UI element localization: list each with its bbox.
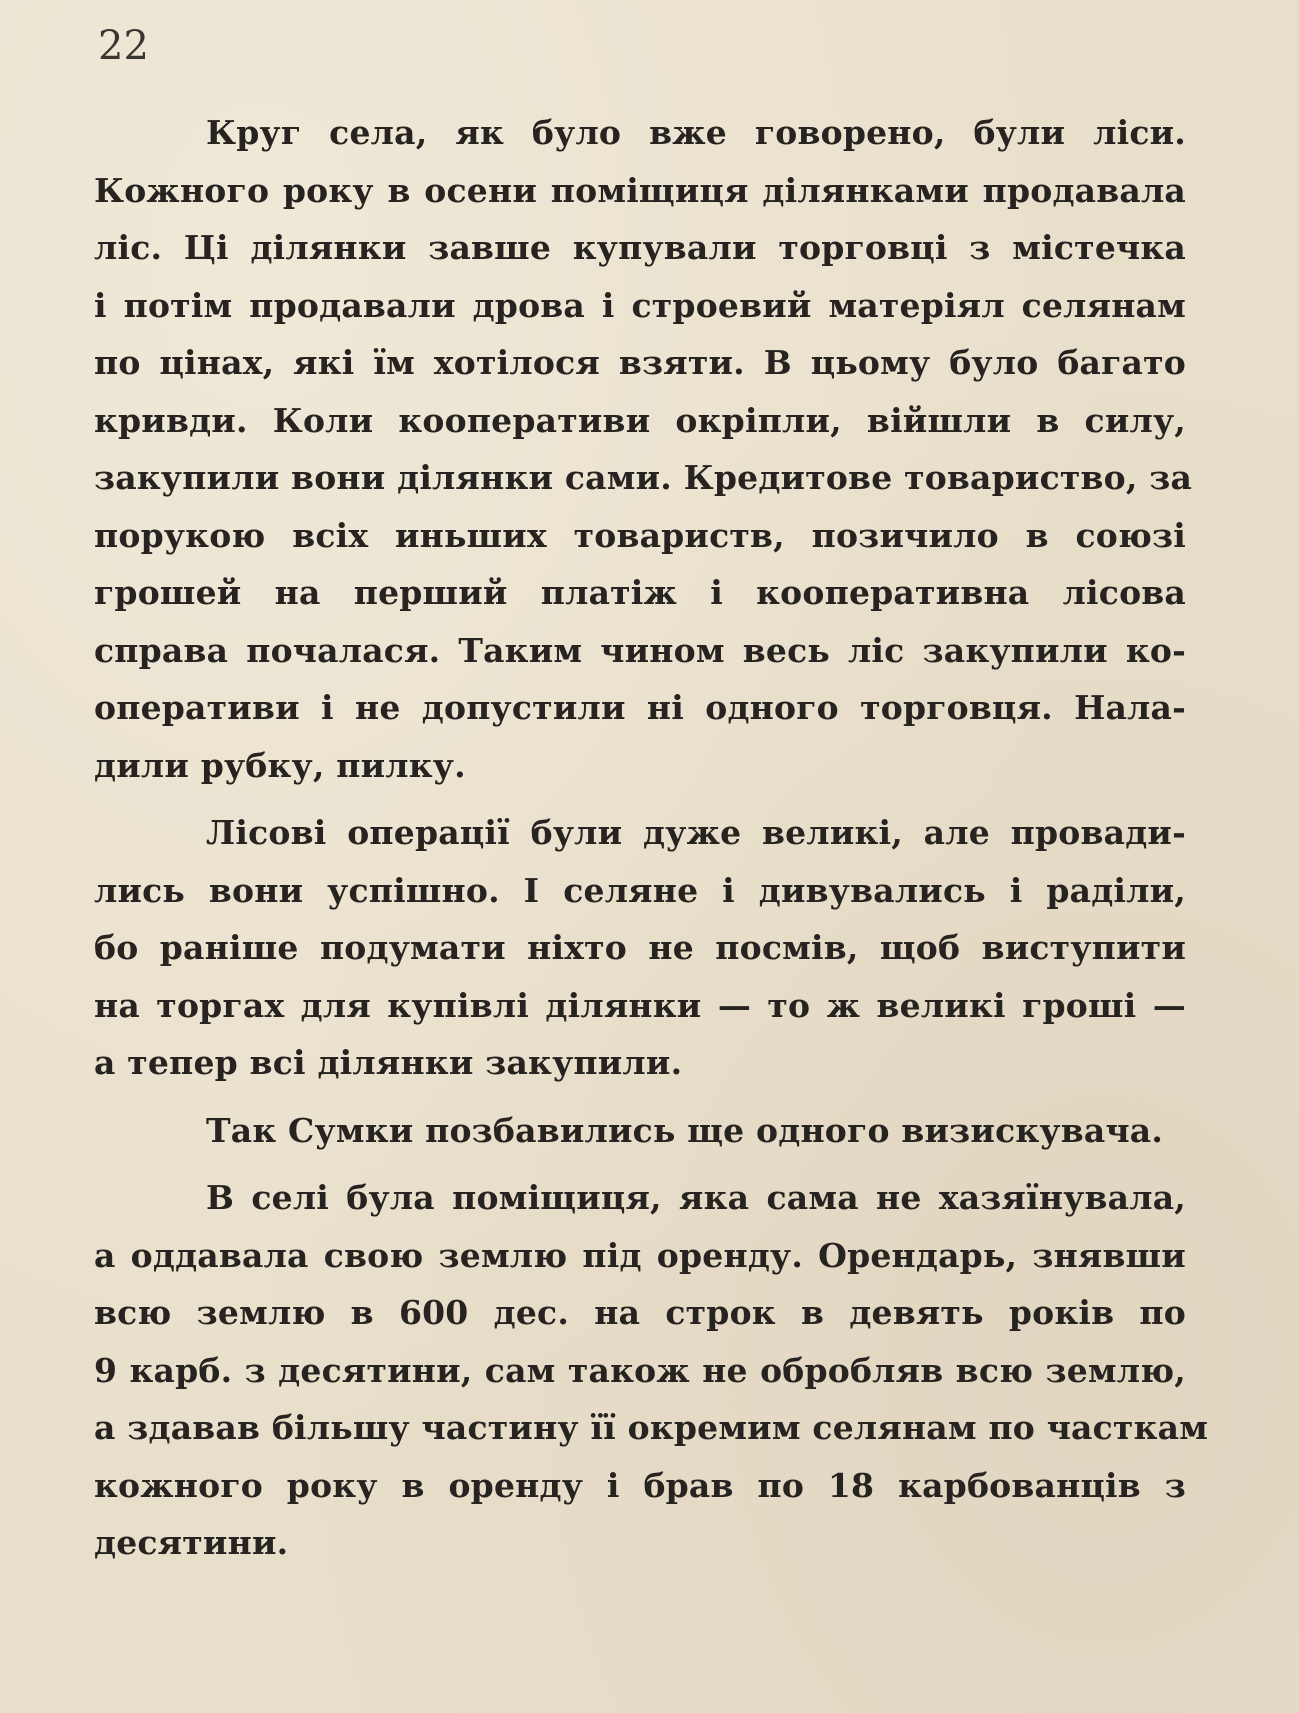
text-line: а тепер всі ділянки закупили. (94, 1043, 683, 1082)
text-line: 9 карб. з десятини, сам також не обробляв всю землю, (94, 1350, 1186, 1390)
text-line: Так Сумки позбавились ще одного визискувача. (206, 1110, 1164, 1150)
text-line: оперативи і не допустили ні одного торговця. Нала- (94, 688, 1186, 727)
text-line: порукою всіх иньших товариств, позичило в союзі (94, 515, 1186, 555)
text-line: по цінах, які їм хотілося взяти. В цьому було багато (94, 343, 1186, 382)
text-line: Лісові операції були дуже великі, але провади- (206, 813, 1186, 852)
text-line: Круг села, як було вже говорено, були ліси. (206, 113, 1186, 152)
text-line: всю землю в 600 дес. на строк в девять років по (94, 1293, 1186, 1332)
text-line: лись вони успішно. І селяне і дивувались і раділи, (94, 870, 1186, 910)
text-line: ліс. Ці ділянки завше купували торговці з містечка (94, 228, 1186, 267)
text-line: десятини. (94, 1523, 289, 1562)
text-line: бо раніше подумати ніхто не посмів, щоб виступити (94, 928, 1186, 967)
text-line: а здавав більшу частину її окремим селянам по часткам (94, 1408, 1209, 1447)
page-number: 22 (98, 23, 149, 69)
text-line: справа почалася. Таким чином весь ліс закупили ко- (94, 630, 1186, 670)
text-line: кривди. Коли кооперативи окріпли, війшли в силу, (94, 400, 1186, 440)
text-line: і потім продавали дрова і строевий матеріял селянам (94, 285, 1186, 325)
text-line: дили рубку, пилку. (94, 745, 466, 785)
paragraph (94, 1169, 1209, 1572)
body-text (94, 104, 1209, 1572)
text-line: кожного року в оренду і брав по 18 карбованців з (94, 1465, 1186, 1505)
text-line: Кожного року в осени поміщиця ділянками продавала (94, 170, 1186, 210)
paragraph (94, 1102, 1186, 1160)
text-line: закупили вони ділянки сами. Кредитове товариство, за (94, 458, 1193, 497)
paragraph (94, 104, 1193, 794)
text-line: В селі була поміщиця, яка сама не хазяїнувала, (206, 1178, 1186, 1217)
paragraph (94, 804, 1186, 1092)
text-line: а оддавала свою землю під оренду. Орендарь, знявши (94, 1235, 1186, 1275)
text-line: на торгах для купівлі ділянки — то ж великі гроші — (94, 985, 1186, 1025)
text-line: грошей на перший платіж і кооперативна лісова (94, 573, 1186, 612)
